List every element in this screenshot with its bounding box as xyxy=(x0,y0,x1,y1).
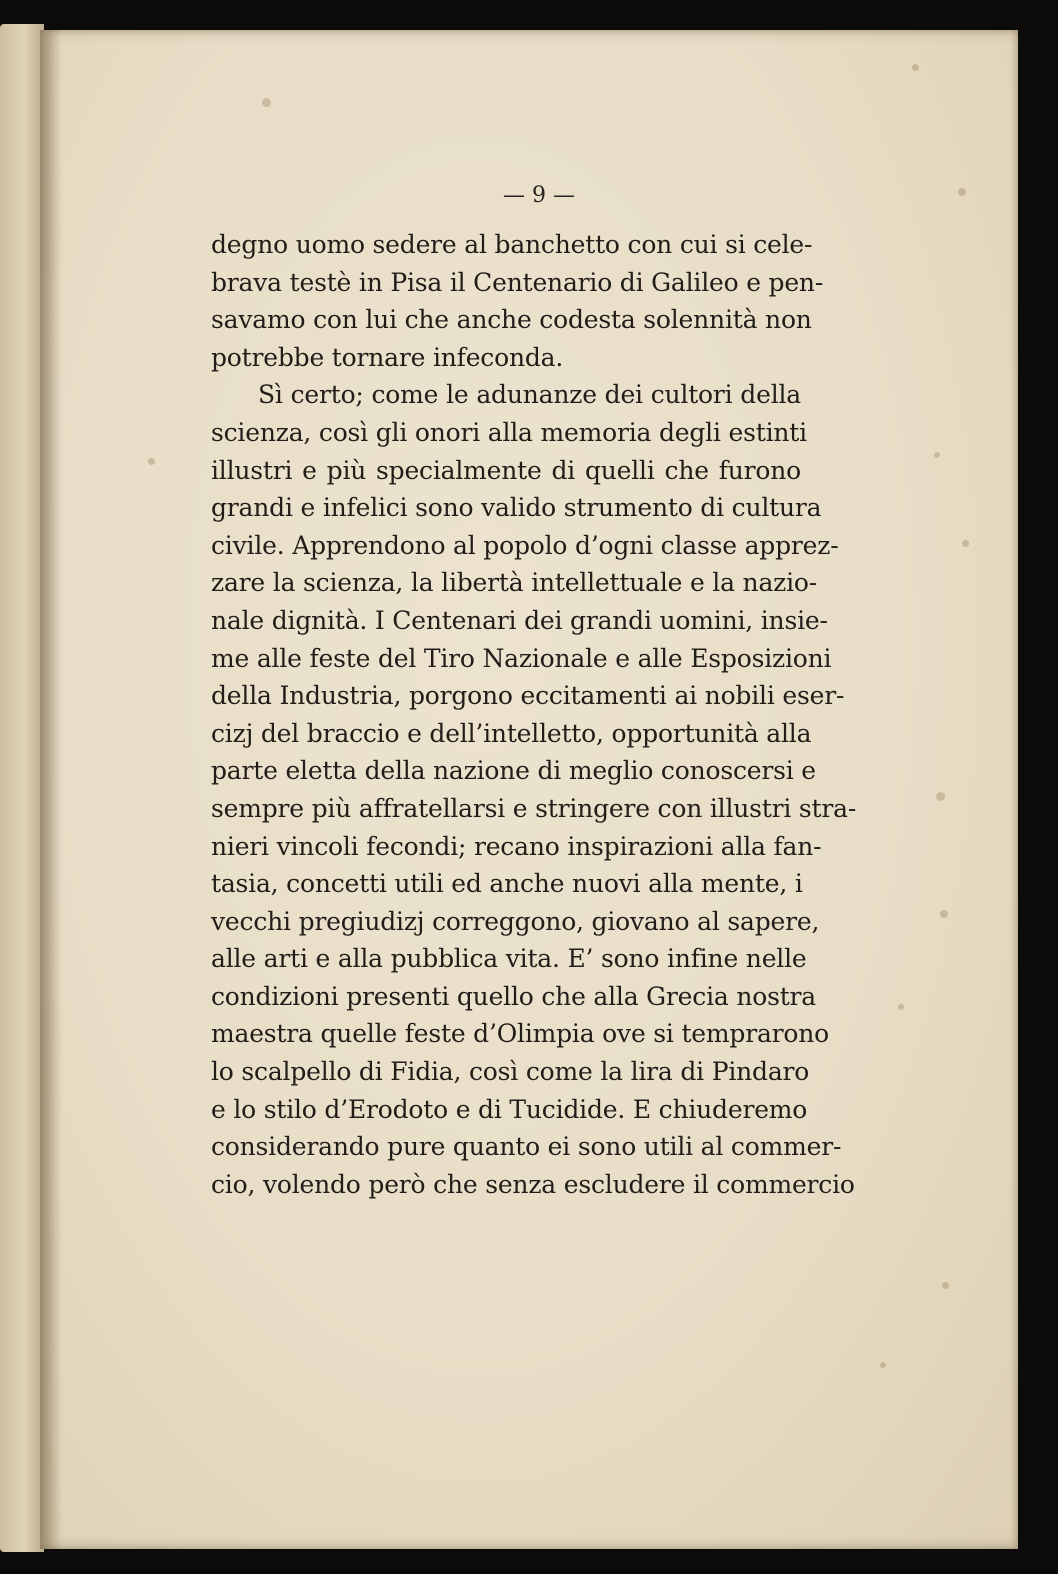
text-line: parte eletta della nazione di meglio conoscersi e xyxy=(211,756,816,786)
foxing-spot xyxy=(936,792,945,801)
previous-page-edge xyxy=(0,24,44,1552)
foxing-spot xyxy=(934,452,940,458)
page-number: — 9 — xyxy=(503,183,575,208)
text-line: nieri vincoli fecondi; recano inspirazioni alla fan- xyxy=(211,831,822,861)
text-line: alle arti e alla pubblica vita. E’ sono infine nelle xyxy=(211,944,807,974)
text-line: scienza, così gli onori alla memoria degli estinti xyxy=(211,417,807,447)
text-line: cio, volendo però che senza escludere il commercio xyxy=(211,1169,855,1199)
text-line: brava testè in Pisa il Centenario di Galileo e pen- xyxy=(211,267,824,297)
text-line: nale dignità. I Centenari dei grandi uomini, insie- xyxy=(211,605,828,635)
text-line: tasia, concetti utili ed anche nuovi alla mente, i xyxy=(211,869,803,899)
foxing-spot xyxy=(912,64,919,71)
text-line: sempre più affratellarsi e stringere con illustri stra- xyxy=(211,793,857,823)
foxing-spot xyxy=(942,1282,949,1289)
text-line: della Industria, porgono eccitamenti ai nobili eser- xyxy=(211,681,845,711)
gutter-shadow xyxy=(40,30,62,1549)
text-line: lo scalpello di Fidia, così come la lira di Pindaro xyxy=(211,1057,810,1087)
foxing-spot xyxy=(880,1362,886,1368)
text-line: condizioni presenti quello che alla Grecia nostra xyxy=(211,981,817,1011)
text-line: zare la scienza, la libertà intellettuale e la nazio- xyxy=(211,568,818,598)
text-line: savamo con lui che anche codesta solennità non xyxy=(211,305,812,335)
text-line: illustri e più specialmente di quelli che furono xyxy=(211,455,801,485)
text-line: civile. Apprendono al popolo d’ogni classe apprez- xyxy=(211,530,839,560)
foxing-spot xyxy=(962,540,969,547)
paragraph-first-line: Sì certo; come le adunanze dei cultori della xyxy=(258,380,801,410)
text-line: grandi e infelici sono valido strumento di cultura xyxy=(211,493,822,523)
text-line: considerando pure quanto ei sono utili al commer- xyxy=(211,1132,842,1162)
text-line: me alle feste del Tiro Nazionale e alle Esposizioni xyxy=(211,643,832,673)
foxing-spot xyxy=(940,910,948,918)
text-line: potrebbe tornare infeconda. xyxy=(211,342,564,372)
body-text xyxy=(211,226,857,1203)
text-line: vecchi pregiudizj correggono, giovano al sapere, xyxy=(211,906,820,936)
foxing-spot xyxy=(898,1004,904,1010)
text-line: e lo stilo d’Erodoto e di Tucidide. E chiuderemo xyxy=(211,1094,808,1124)
foxing-spot xyxy=(148,458,155,465)
text-line: maestra quelle feste d’Olimpia ove si temprarono xyxy=(211,1019,830,1049)
foxing-spot xyxy=(262,98,271,107)
text-line: degno uomo sedere al banchetto con cui si cele- xyxy=(211,230,813,259)
text-line: cizj del braccio e dell’intelletto, opportunità alla xyxy=(211,718,812,748)
